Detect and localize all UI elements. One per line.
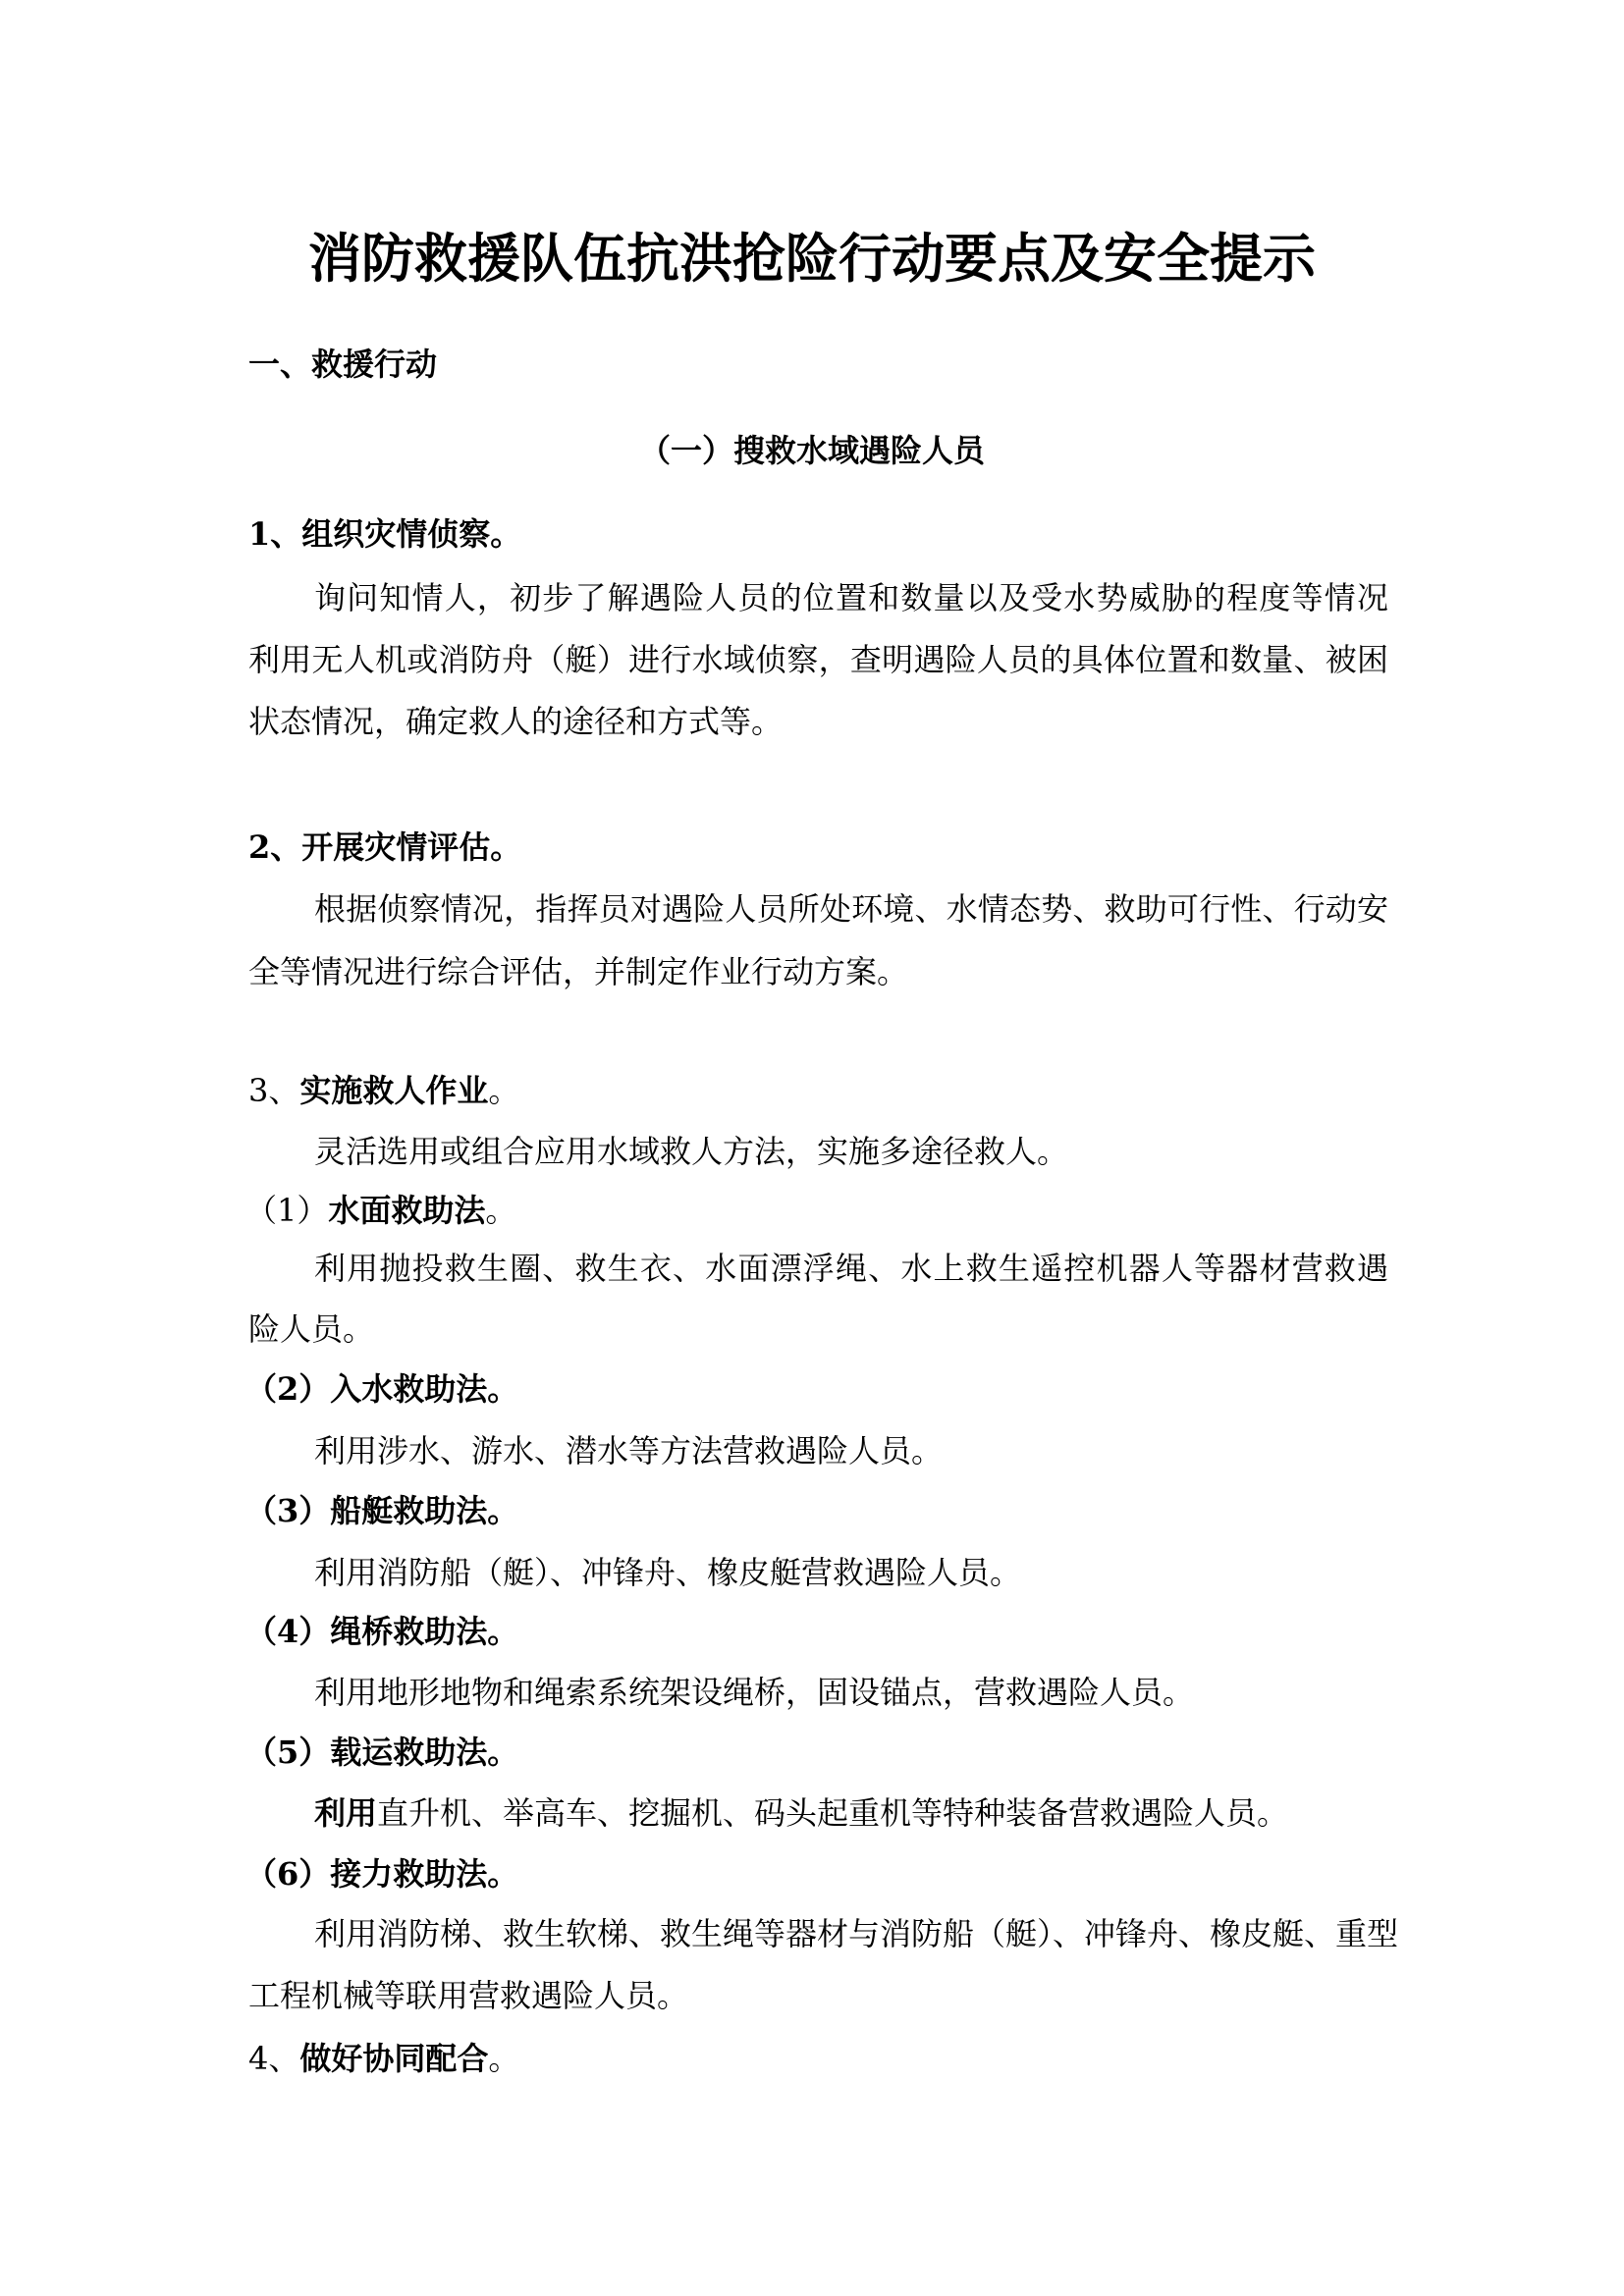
item-heading: 2、开展灾情评估。 — [248, 828, 522, 866]
paragraph-line: 险人员。 — [248, 1310, 375, 1348]
item-title: 做好协同配合 — [299, 2040, 489, 2077]
method-heading — [245, 1491, 518, 1530]
method-number: （1） — [245, 1192, 329, 1229]
method-heading — [245, 1191, 516, 1230]
paragraph-line — [314, 1793, 1288, 1833]
method-title: 绳桥救助法。 — [330, 1613, 519, 1650]
method-title: 载运救助法。 — [330, 1734, 519, 1771]
section-heading: 一、救援行动 — [248, 346, 438, 383]
method-heading — [245, 1733, 518, 1772]
method-title: 接力救助法。 — [330, 1855, 519, 1893]
item-heading: 1、组织灾情侦察。 — [248, 515, 522, 553]
method-end: 。 — [485, 1192, 517, 1229]
item-end: 。 — [488, 2040, 520, 2077]
paragraph-line: 根据侦察情况，指挥员对遇险人员所处环境、水情态势、救助可行性、行动安 — [314, 890, 1388, 928]
paragraph-line: 利用消防船（艇）、冲锋舟、橡皮艇营救遇险人员。 — [314, 1554, 1022, 1591]
method-number: （6） — [245, 1855, 331, 1893]
method-number: （4） — [245, 1613, 331, 1650]
item-heading — [248, 1071, 519, 1110]
body-text: 直升机、举高车、挖掘机、码头起重机等特种装备营救遇险人员。 — [377, 1794, 1289, 1832]
method-heading — [245, 1854, 518, 1894]
item-number: 3、 — [248, 1072, 300, 1109]
item-end: 。 — [488, 1072, 520, 1109]
paragraph-line: 利用地形地物和绳索系统架设绳桥，固设锚点，营救遇险人员。 — [314, 1674, 1195, 1711]
method-number: （3） — [245, 1492, 331, 1529]
method-title: 水面救助法 — [328, 1192, 486, 1229]
paragraph-line: 全等情况进行综合评估，并制定作业行动方案。 — [248, 953, 909, 990]
method-heading — [245, 1612, 518, 1651]
item-title: 实施救人作业 — [299, 1072, 489, 1109]
item-number: 4、 — [248, 2040, 300, 2077]
paragraph-line: 利用涉水、游水、潜水等方法营救遇险人员。 — [314, 1432, 944, 1469]
paragraph-line: 状态情况，确定救人的途径和方式等。 — [248, 703, 784, 740]
method-title: 入水救助法。 — [330, 1370, 519, 1408]
paragraph-line: 灵活选用或组合应用水域救人方法，实施多途径救人。 — [314, 1133, 1069, 1170]
item-heading — [248, 2039, 519, 2078]
method-heading — [245, 1369, 518, 1409]
method-number: （2） — [245, 1370, 331, 1408]
method-title: 船艇救助法。 — [330, 1492, 519, 1529]
document-title: 消防救援队伍抗洪抢险行动要点及安全提示 — [308, 227, 1316, 290]
subsection-heading: （一）搜救水域遇险人员 — [638, 432, 985, 469]
method-number: （5） — [245, 1734, 331, 1771]
paragraph-line: 利用消防梯、救生软梯、救生绳等器材与消防船（艇）、冲锋舟、橡皮艇、重型 — [314, 1915, 1399, 1952]
paragraph-line: 询问知情人，初步了解遇险人员的位置和数量以及受水势威胁的程度等情况 — [314, 579, 1388, 616]
paragraph-line: 利用抛投救生圈、救生衣、水面漂浮绳、水上救生遥控机器人等器材营救遇 — [314, 1250, 1388, 1287]
lead-text: 利用 — [314, 1794, 378, 1832]
paragraph-line: 工程机械等联用营救遇险人员。 — [248, 1977, 689, 2014]
paragraph-line: 利用无人机或消防舟（艇）进行水域侦察，查明遇险人员的具体位置和数量、被困 — [248, 641, 1388, 678]
